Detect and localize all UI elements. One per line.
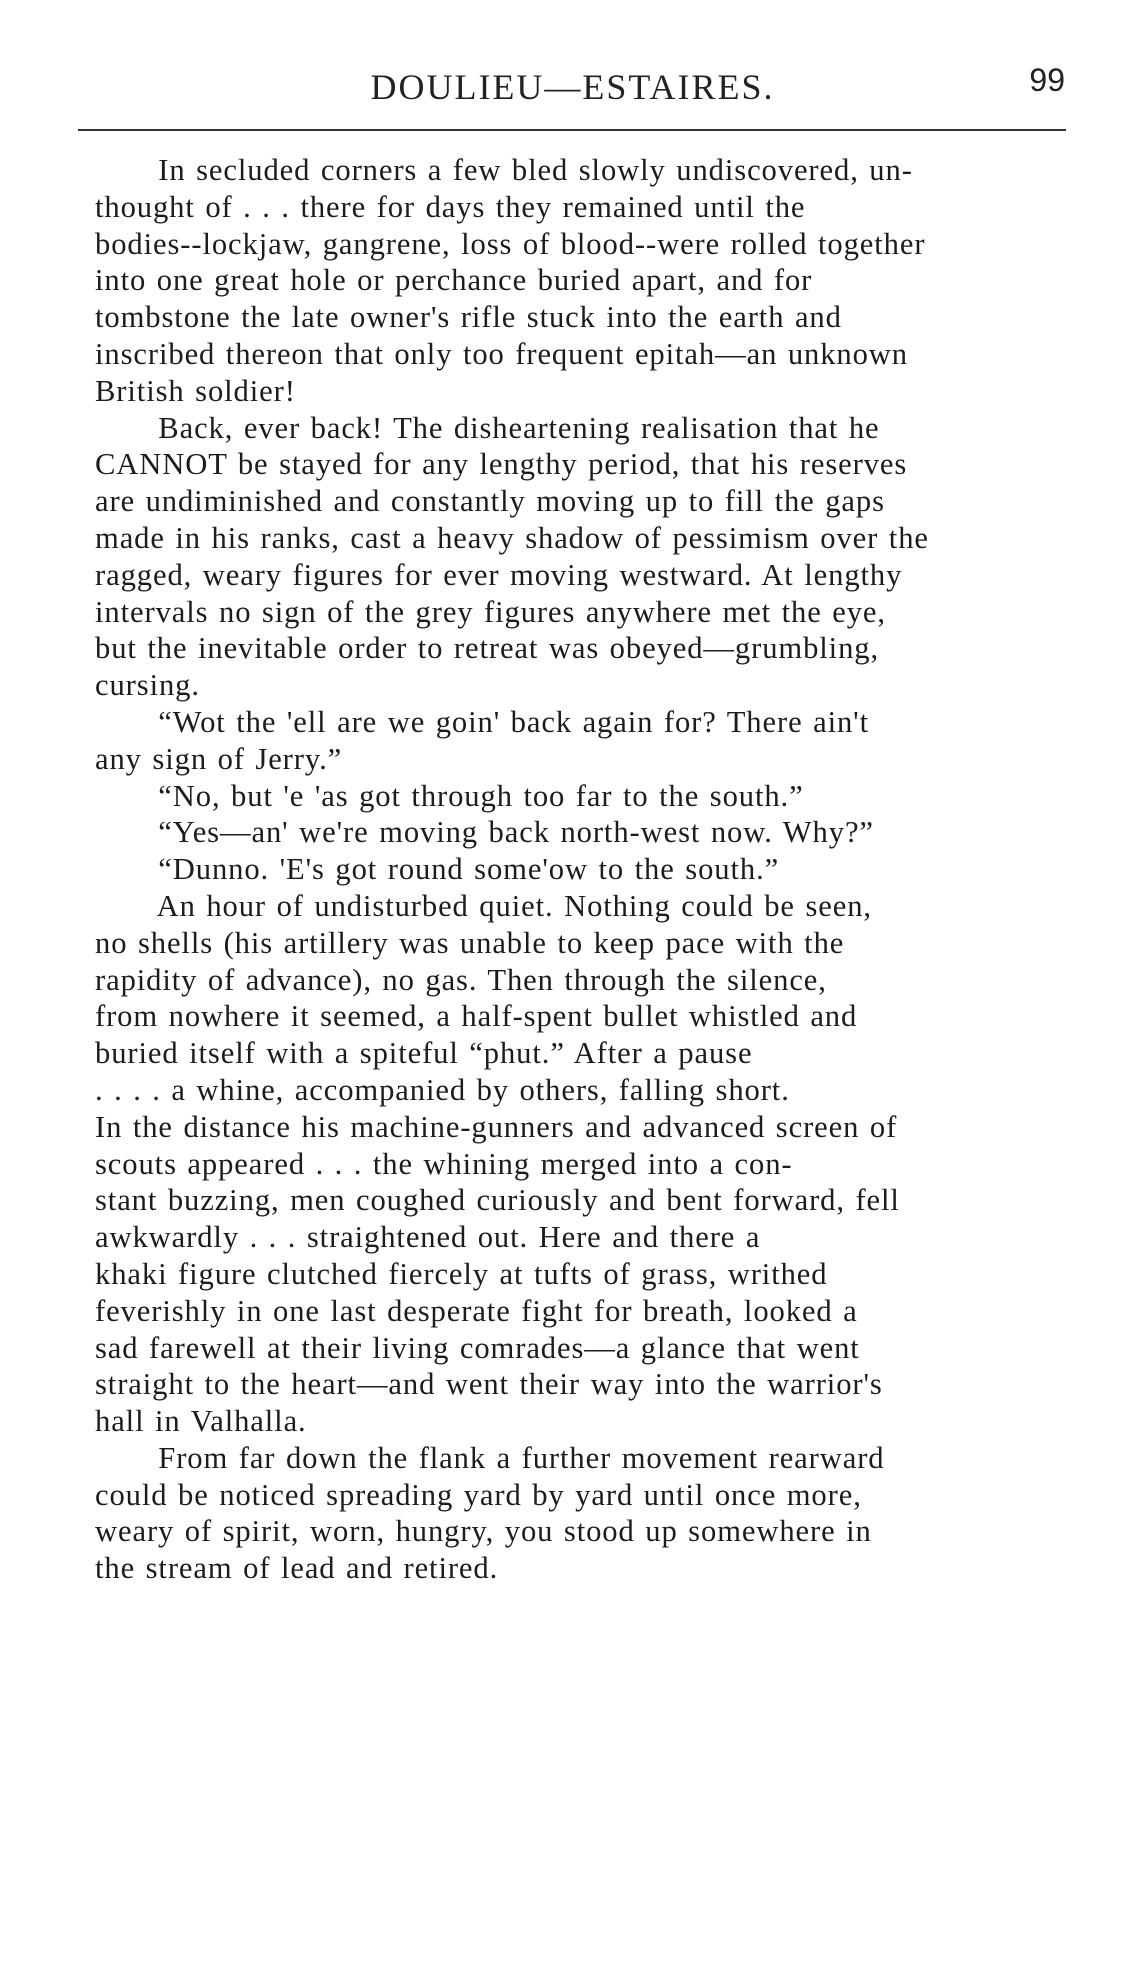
text-line: feverishly in one last desperate fight for breath, looked a	[95, 1293, 858, 1328]
text-line: weary of spirit, worn, hungry, you stood up somewhere in	[95, 1514, 872, 1549]
text-line: British soldier!	[95, 373, 296, 408]
text-line: Back, ever back! The disheartening realisation that he	[95, 410, 880, 445]
text-line: awkwardly . . . straightened out. Here and there a	[95, 1220, 761, 1255]
text-line: ragged, weary figures for ever moving westward. At lengthy	[95, 557, 903, 592]
text-line: hall in Valhalla.	[95, 1404, 307, 1439]
text-line: any sign of Jerry.”	[95, 741, 343, 776]
text-line: are undiminished and constantly moving up to fill the gaps	[95, 484, 885, 519]
text-line: In the distance his machine-gunners and advanced screen of	[95, 1109, 898, 1144]
text-line: made in his ranks, cast a heavy shadow of pessimism over the	[95, 520, 929, 555]
text-line: An hour of undisturbed quiet. Nothing could be seen,	[95, 888, 872, 923]
header-rule	[78, 129, 1066, 131]
text-line: cursing.	[95, 668, 200, 703]
text-line: thought of . . . there for days they remained until the	[95, 189, 806, 224]
text-line: bodies--lockjaw, gangrene, loss of blood--were rolled together	[95, 226, 926, 261]
text-line: straight to the heart—and went their way into the warrior's	[95, 1367, 883, 1402]
running-head	[80, 62, 1065, 122]
text-line: . . . . a whine, accompanied by others, falling short.	[95, 1072, 790, 1107]
text-line: CANNOT be stayed for any lengthy period, that his reserves	[95, 447, 908, 482]
text-line: khaki figure clutched fiercely at tufts of grass, writhed	[95, 1256, 828, 1291]
text-line: from nowhere it seemed, a half-spent bullet whistled and	[95, 999, 858, 1034]
text-line: “No, but 'e 'as got through too far to the south.”	[95, 778, 804, 813]
body-text	[95, 152, 1105, 1587]
text-line: buried itself with a spiteful “phut.” After a pause	[95, 1036, 753, 1071]
text-line: From far down the flank a further movement rearward	[95, 1440, 885, 1475]
page-number: 99	[1029, 62, 1065, 98]
text-line: sad farewell at their living comrades—a glance that went	[95, 1330, 860, 1365]
text-line: could be noticed spreading yard by yard until once more,	[95, 1477, 862, 1512]
running-title: DOULIEU—ESTAIRES.	[370, 67, 775, 107]
text-line: scouts appeared . . . the whining merged into a con-	[95, 1146, 793, 1181]
text-line: no shells (his artillery was unable to keep pace with the	[95, 925, 845, 960]
text-line: “Wot the 'ell are we goin' back again for? There ain't	[95, 704, 869, 739]
text-line: rapidity of advance), no gas. Then through the silence,	[95, 962, 827, 997]
text-line: “Dunno. 'E's got round some'ow to the south.”	[95, 852, 780, 887]
text-line: tombstone the late owner's rifle stuck into the earth and	[95, 300, 842, 335]
text-line: the stream of lead and retired.	[95, 1551, 499, 1586]
text-line: intervals no sign of the grey figures anywhere met the eye,	[95, 594, 886, 629]
text-line: into one great hole or perchance buried apart, and for	[95, 263, 813, 298]
text-line: In secluded corners a few bled slowly undiscovered, un-	[95, 153, 913, 187]
text-line: “Yes—an' we're moving back north-west now. Why?”	[95, 815, 874, 850]
text-line: but the inevitable order to retreat was obeyed—grumbling,	[95, 631, 880, 666]
text-line: inscribed thereon that only too frequent epitah—an unknown	[95, 336, 908, 371]
text-line: stant buzzing, men coughed curiously and bent forward, fell	[95, 1183, 900, 1218]
